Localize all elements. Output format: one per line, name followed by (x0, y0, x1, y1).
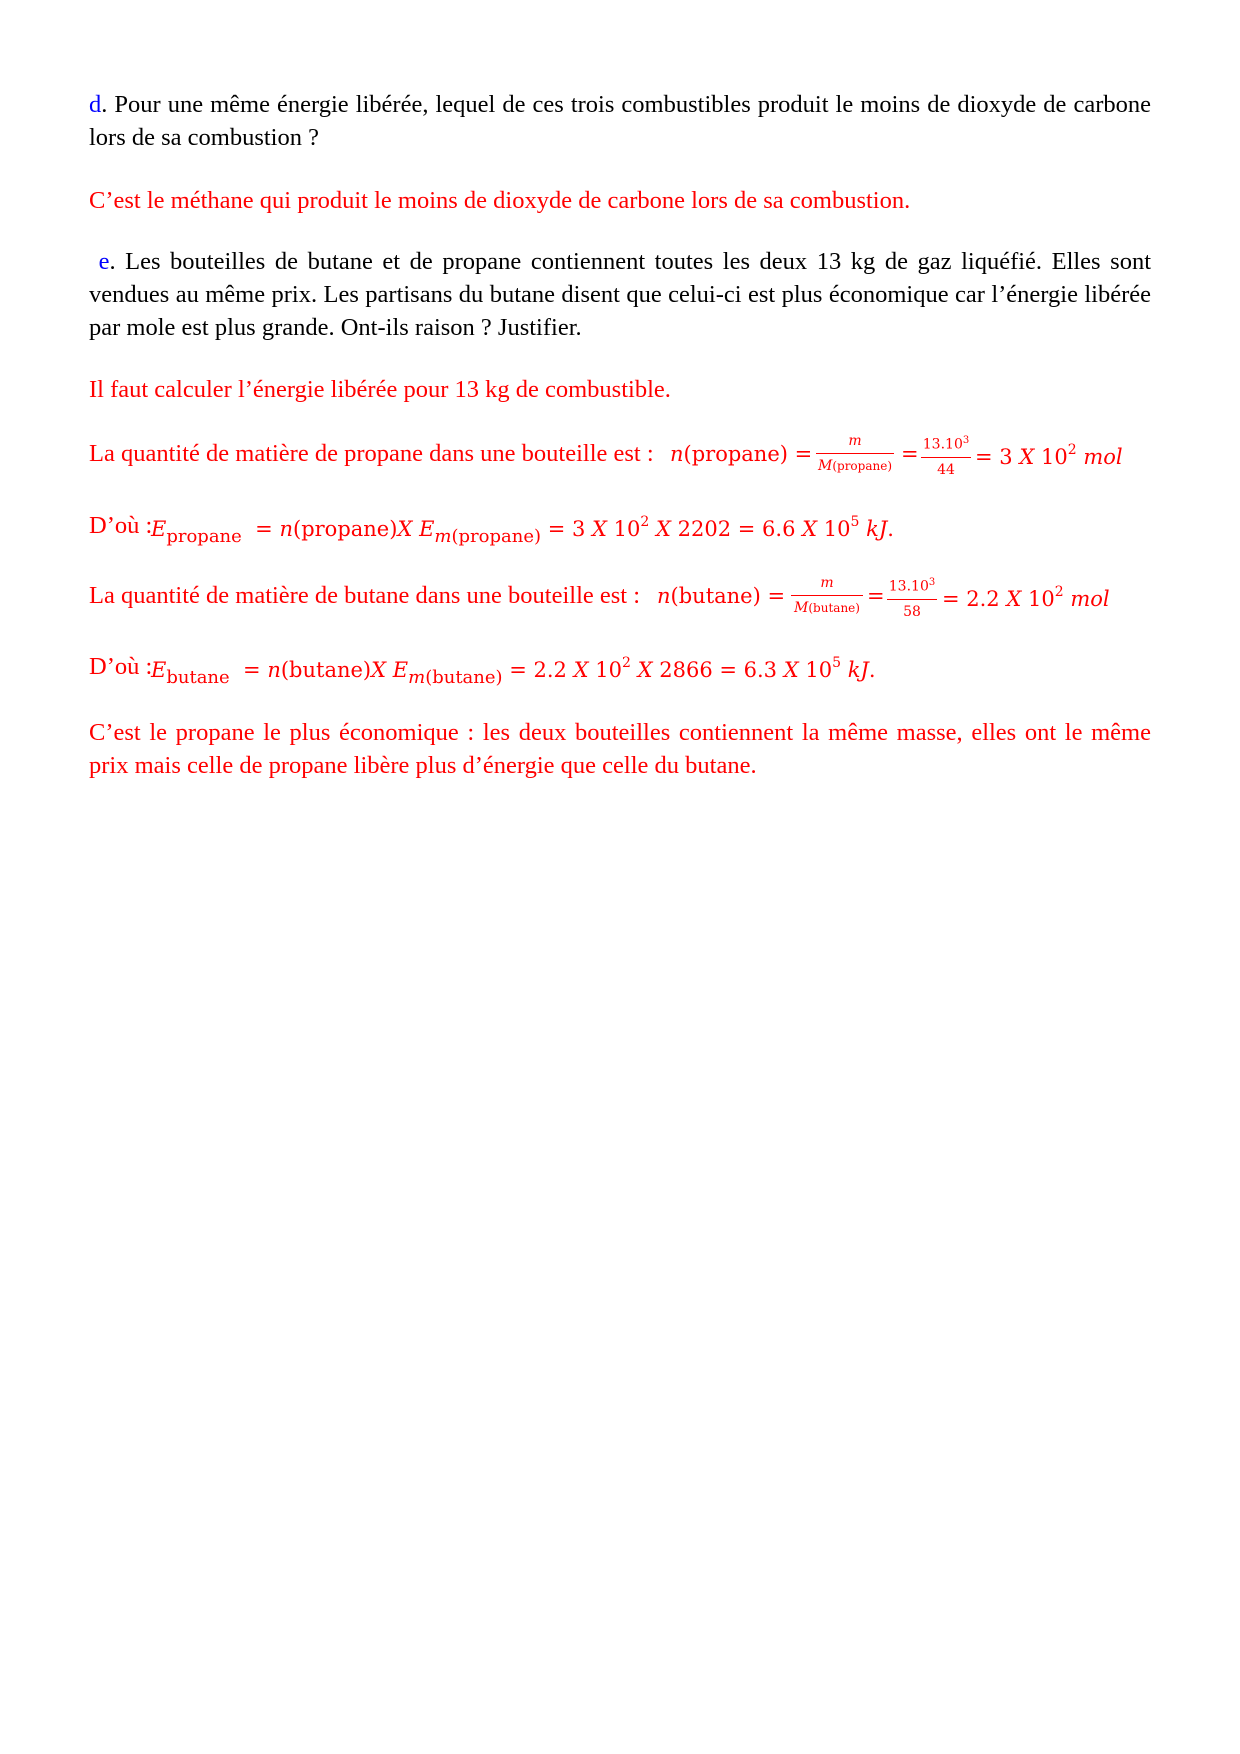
propane-quantity-line (89, 432, 1151, 492)
propane-equals: = (901, 442, 919, 466)
propane-numeric-fraction: 13.10$^3$ 44 (922, 435, 970, 478)
butane-equals: = (867, 584, 885, 608)
question-e (89, 245, 1151, 344)
question-d (89, 88, 1151, 154)
butane-quantity-text: La quantité de matière de butane dans une bouteille est : (89, 582, 641, 609)
propane-quantity-text: La quantité de matière de propane dans une bouteille est : (89, 440, 654, 467)
propane-quantity-result: = 3 X $10^2$ mol (975, 442, 1123, 469)
butane-quantity-line (89, 574, 1151, 634)
answer-e-intro: Il faut calculer l’énergie libérée pour 13 kg de combustible. (89, 376, 671, 403)
butane-molar-fraction: m M(butane) (791, 574, 863, 617)
propane-energy-line (89, 507, 1151, 567)
butane-quantity-n: n(butane) = (657, 584, 786, 608)
butane-energy-line (89, 648, 1151, 708)
propane-molar-fraction: m M(propane) (817, 433, 892, 474)
butane-energy-formula: $E_{butane} = n(butane)X$ $E_{m(butane)} = 2.2$ X $10^2$ X 2866 = 6.3 X $10^5$ kJ. (151, 655, 876, 688)
butane-numeric-fraction: 13.10$^3$ 58 (888, 577, 936, 620)
propane-quantity-n: n(propane) = (670, 442, 813, 466)
question-d-letter: d (89, 91, 102, 118)
question-e-text: . Les bouteilles de butane et de propane contiennent toutes les deux 13 kg de gaz liquéfié. Elles sont vendues au même prix. Les partisans du butane disent que celui-ci est plus économique car l’énergie libérée par mole est plus grande. Ont-ils raison ? Justifier. (89, 248, 1151, 341)
butane-quantity-result: = 2.2 X $10^2$ mol (942, 584, 1110, 611)
propane-energy-formula: $E_{propane}$ = n(propane)X $E_{m(propane)} = 3$ X $10^2$ X 2202 = 6.6 X $10^5$ kJ. (151, 514, 894, 547)
butane-energy-text: D’où : (89, 653, 153, 680)
answer-d: C’est le méthane qui produit le moins de dioxyde de carbone lors de sa combustion. (89, 187, 911, 214)
question-e-letter: e (98, 248, 110, 275)
conclusion: C’est le propane le plus économique : les deux bouteilles contiennent la même masse, elles ont le même prix mais celle de propane libère plus d’énergie que celle du butane. (89, 719, 1151, 779)
propane-energy-text: D’où : (89, 512, 153, 539)
question-d-text: . Pour une même énergie libérée, lequel de ces trois combustibles produit le moins de dioxyde de carbone lors de sa combustion ? (89, 91, 1151, 151)
